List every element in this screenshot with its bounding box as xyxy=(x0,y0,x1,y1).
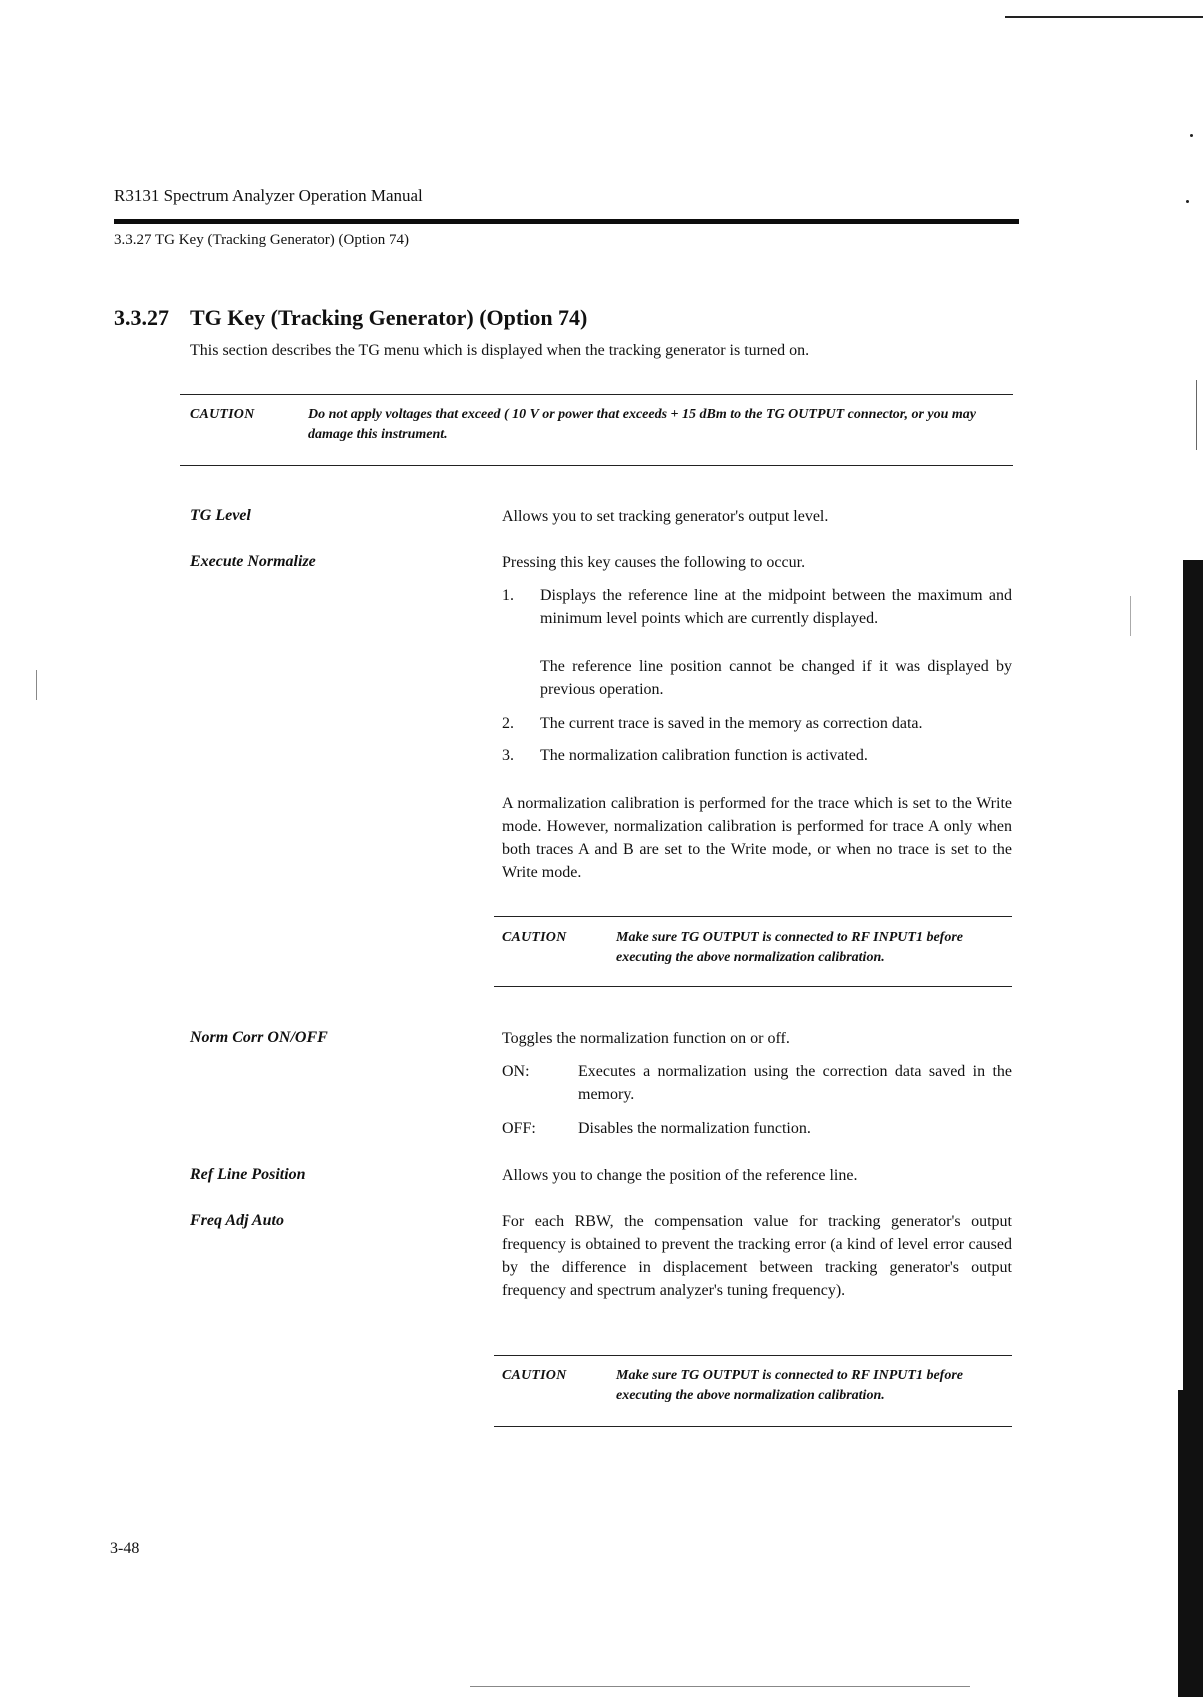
scan-speck xyxy=(1186,200,1189,203)
caution-bottom-top-rule xyxy=(494,1355,1012,1356)
caution-bottom-rule xyxy=(180,465,1013,466)
caution-bottom-bottom-rule xyxy=(494,1426,1012,1427)
list-item-number: 1. xyxy=(502,587,514,604)
scan-edge-shadow-2 xyxy=(1178,1390,1184,1697)
key-tg-level: TG Level xyxy=(190,507,251,524)
page-number: 3-48 xyxy=(110,1540,140,1557)
caution-top-label: CAUTION xyxy=(190,407,255,422)
scan-bottom-rule xyxy=(470,1686,970,1687)
scan-edge-rule xyxy=(1005,16,1203,18)
section-title: TG Key (Tracking Generator) (Option 74) xyxy=(190,305,588,330)
list-item-text: Displays the reference line at the midpoint between the maximum and minimum level points which are currently displayed. xyxy=(540,587,1012,627)
off-label: OFF: xyxy=(502,1120,536,1137)
on-text: Executes a normalization using the correction data saved in the memory. xyxy=(578,1063,1012,1103)
sub-header: 3.3.27 TG Key (Tracking Generator) (Option 74) xyxy=(114,232,409,248)
on-label: ON: xyxy=(502,1063,530,1080)
ref-line-desc: Allows you to change the position of the reference line. xyxy=(502,1167,858,1184)
scan-mark xyxy=(1196,380,1197,450)
caution-top-rule xyxy=(180,394,1013,395)
list-item-note: The reference line position cannot be changed if it was displayed by previous operation. xyxy=(540,658,1012,698)
caution-mid-bottom-rule xyxy=(494,986,1012,987)
scan-mark xyxy=(36,670,37,700)
caution-bottom-text: Make sure TG OUTPUT is connected to RF INPUT1 before executing the above normalization calibration. xyxy=(616,1368,963,1403)
off-text: Disables the normalization function. xyxy=(578,1120,811,1137)
caution-bottom-label: CAUTION xyxy=(502,1368,567,1383)
caution-mid-text: Make sure TG OUTPUT is connected to RF INPUT1 before executing the above normalization calibration. xyxy=(616,930,963,965)
section-intro: This section describes the TG menu which is displayed when the tracking generator is turned on. xyxy=(190,342,810,359)
scan-edge-shadow xyxy=(1183,560,1203,1697)
execute-normalize-desc: Pressing this key causes the following to occur. xyxy=(502,554,806,571)
section-heading xyxy=(114,305,587,331)
caution-mid-label: CAUTION xyxy=(502,930,567,945)
normalize-paragraph: A normalization calibration is performed for the trace which is set to the Write mode. However, normalization calibration is performed for trace A only when both traces A and B are set to the Write mode, or when no trace is set to the Write mode. xyxy=(502,795,1012,881)
tg-level-desc: Allows you to set tracking generator's output level. xyxy=(502,508,829,525)
scan-mark xyxy=(1130,596,1131,636)
list-item-text: The normalization calibration function is activated. xyxy=(540,747,868,764)
running-title: R3131 Spectrum Analyzer Operation Manual xyxy=(114,186,423,205)
caution-top-text: Do not apply voltages that exceed ( 10 V or power that exceeds + 15 dBm to the TG OUTPUT connector, or you may damage this instrument. xyxy=(308,407,976,442)
key-freq-adj-auto: Freq Adj Auto xyxy=(190,1212,284,1229)
list-item-number: 2. xyxy=(502,715,514,732)
freq-adj-desc: For each RBW, the compensation value for tracking generator's output frequency is obtained to prevent the tracking error (a kind of level error caused by the difference in displacement between tracking generator's output frequency and spectrum analyzer's tuning frequency). xyxy=(502,1213,1012,1299)
list-item-text: The current trace is saved in the memory as correction data. xyxy=(540,715,923,732)
scan-speck xyxy=(1190,134,1193,137)
norm-corr-desc: Toggles the normalization function on or off. xyxy=(502,1030,790,1047)
key-execute-normalize: Execute Normalize xyxy=(190,553,316,570)
header-rule xyxy=(114,219,1019,224)
section-number: 3.3.27 xyxy=(114,305,169,330)
key-ref-line-position: Ref Line Position xyxy=(190,1166,306,1183)
list-item-number: 3. xyxy=(502,747,514,764)
caution-mid-top-rule xyxy=(494,916,1012,917)
key-norm-corr: Norm Corr ON/OFF xyxy=(190,1029,328,1046)
